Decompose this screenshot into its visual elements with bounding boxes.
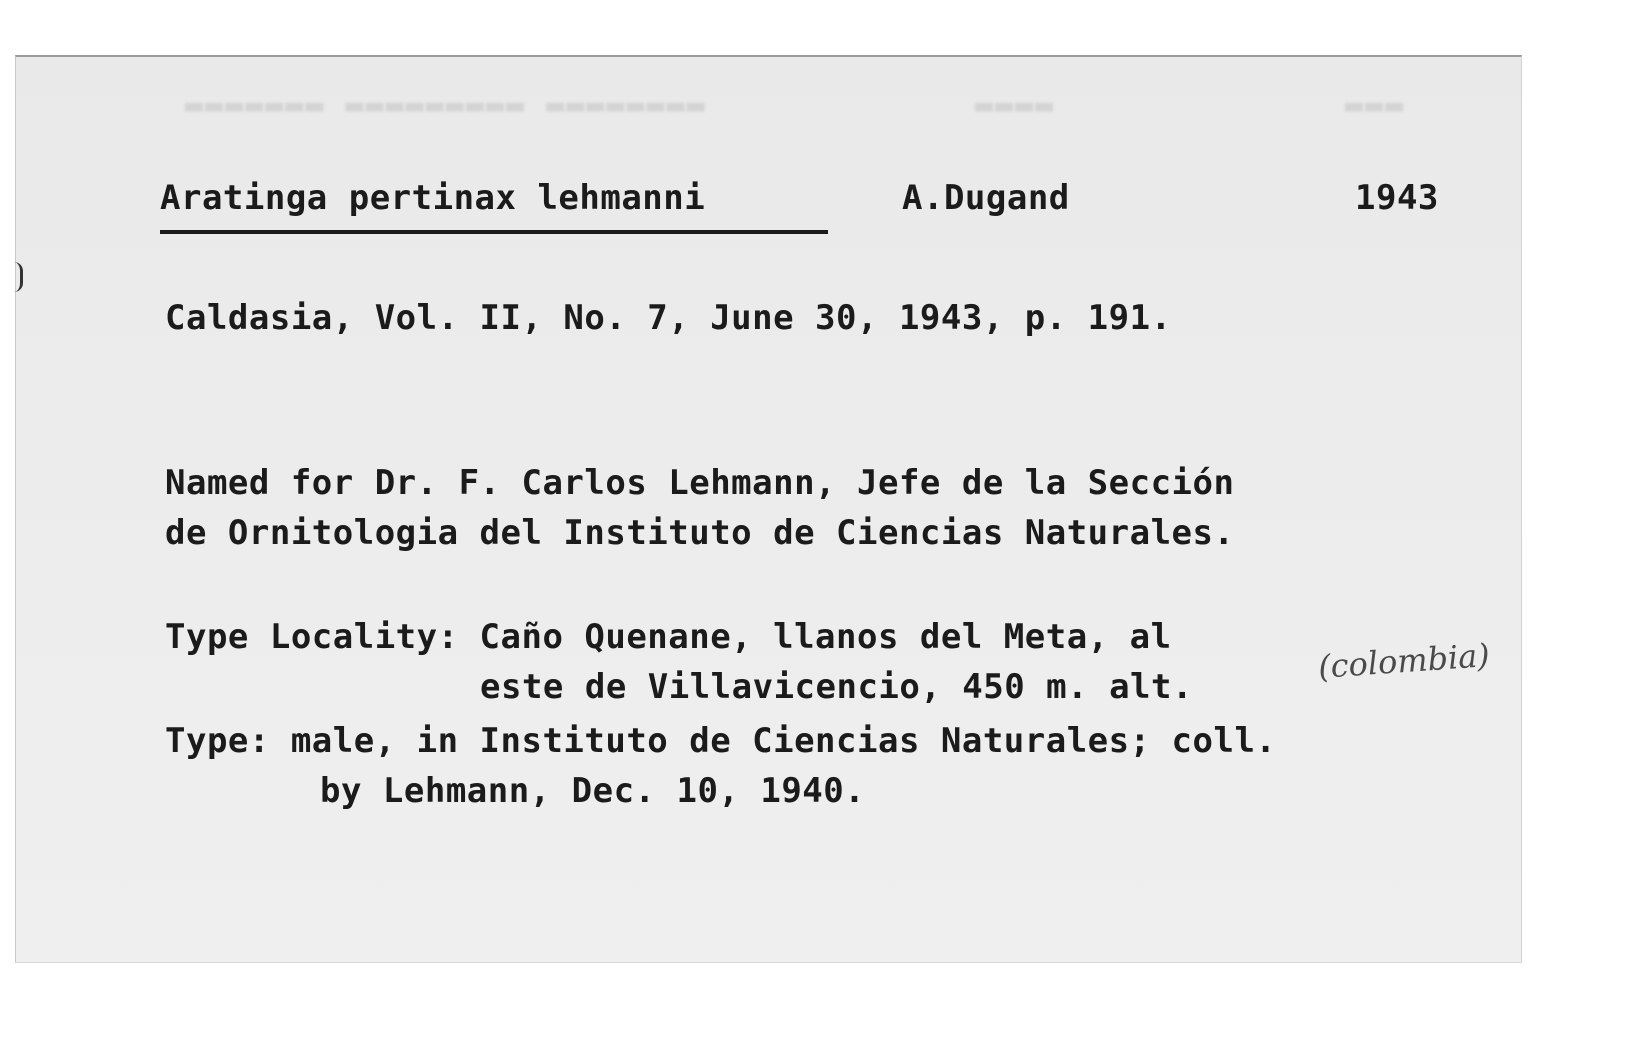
edge-mark xyxy=(14,262,23,292)
handwritten-note: (colombia) xyxy=(1316,636,1491,686)
bleed-through-text: ▬▬▬ xyxy=(1345,88,1406,123)
etymology-line-2: de Ornitologia del Instituto de Ciencias Naturales. xyxy=(165,513,1235,553)
species-name: Aratinga pertinax lehmanni xyxy=(160,178,706,218)
type-specimen-line-2: by Lehmann, Dec. 10, 1940. xyxy=(320,771,866,811)
type-specimen-line-1: Type: male, in Instituto de Ciencias Naturales; coll. xyxy=(165,721,1277,761)
citation: Caldasia, Vol. II, No. 7, June 30, 1943, p. 191. xyxy=(165,298,1172,338)
etymology-line-1: Named for Dr. F. Carlos Lehmann, Jefe de la Sección xyxy=(165,463,1235,503)
type-locality-line-1: Type Locality: Caño Quenane, llanos del Meta, al xyxy=(165,617,1172,657)
year: 1943 xyxy=(1355,178,1439,218)
author-name: A.Dugand xyxy=(902,178,1070,218)
type-locality-line-2: este de Villavicencio, 450 m. alt. xyxy=(480,667,1193,707)
bleed-through-text: ▬▬▬▬▬▬▬ ▬▬▬▬▬▬▬▬▬ ▬▬▬▬▬▬▬▬ xyxy=(185,88,707,123)
species-underline xyxy=(160,230,828,234)
bleed-through-text: ▬▬▬▬ xyxy=(975,88,1056,123)
